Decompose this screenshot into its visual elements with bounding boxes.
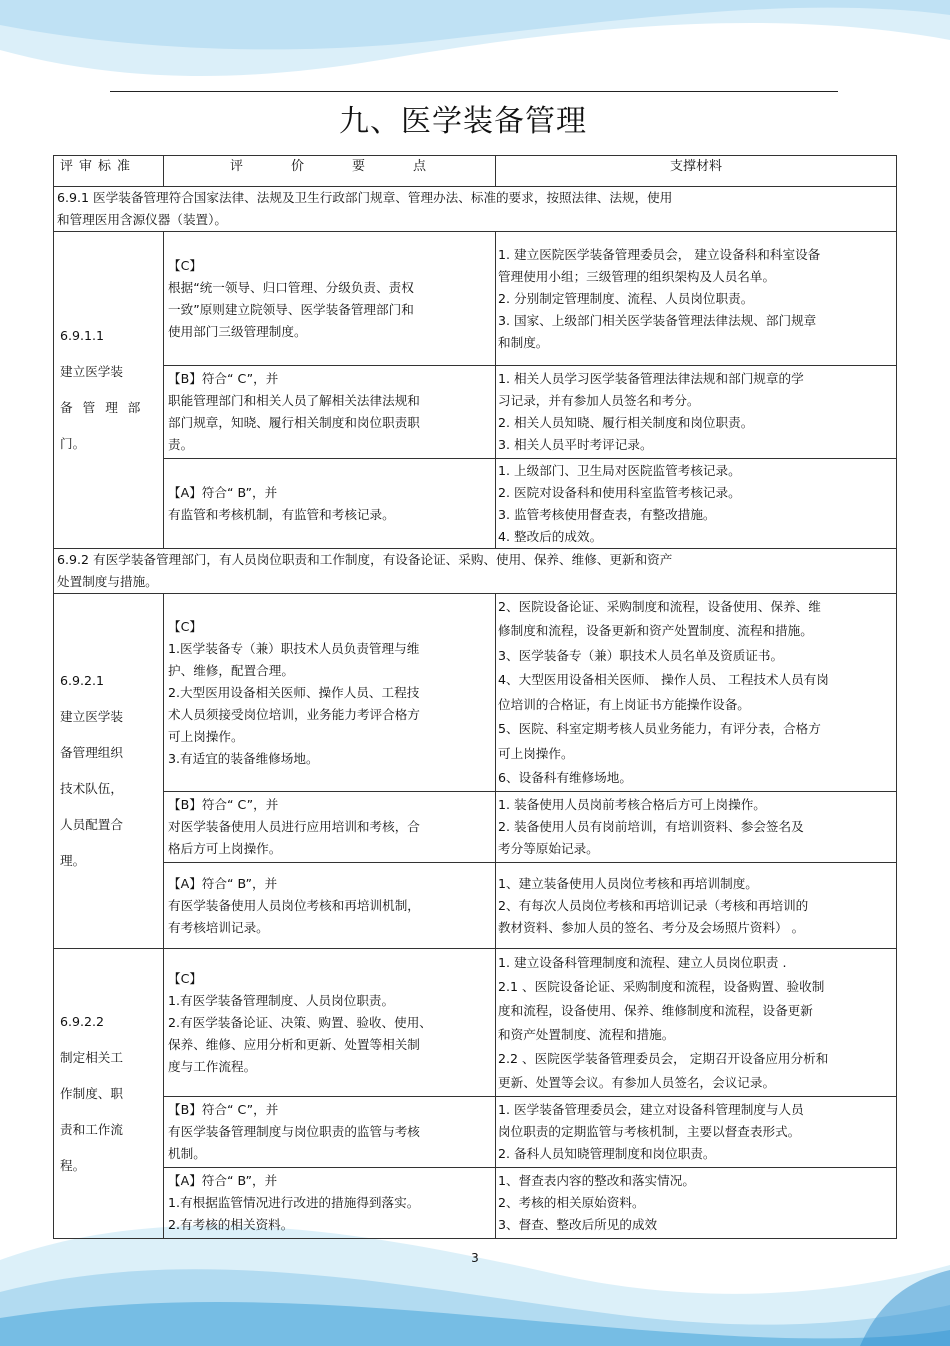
level-row — [54, 1168, 897, 1239]
header-standard: 评审标准 — [54, 156, 164, 187]
level-points: 【A】符合“ B”，并 有医学装备使用人员岗位考核和再培训机制， 有考核培训记录。 — [164, 863, 496, 949]
level-points: 【C】 1.有医学装备管理制度、人员岗位职责。 2.有医学装备论证、决策、购置、验收、使用、 保养、维修、应用分析和更新、处置等相关制 度与工作流程。 — [164, 949, 496, 1097]
level-points: 【B】符合“ C”，并 对医学装备使用人员进行应用培训和考核，合 格后方可上岗操作。 — [164, 792, 496, 863]
level-support: 1、督查表内容的整改和落实情况。 2、考核的相关原始资料。 3、督查、整改后所见的成效 — [496, 1168, 897, 1239]
level-points: 【A】符合“ B”，并 有监管和考核机制，有监管和考核记录。 — [164, 459, 496, 549]
header-points: 评价要点 — [164, 156, 496, 187]
level-label: 【B】符合“ C”，并 — [168, 797, 279, 812]
level-row — [54, 232, 897, 366]
level-support: 1. 建立设备科管理制度和流程、建立人员岗位职责 . 2.1 、医院设备论证、采购制度和流程，设备购置、验收制 度和流程，设备使用、保养、维修制度和流程，设备更新 和资产处置制度、流程和措施。 2.2 、医院医学装备管理委员会， 定期召开设备应用分析和 更新、处置等会议。有参加人员签名，会议记录。 — [496, 949, 897, 1097]
standard-row — [54, 549, 897, 594]
item-id: 6.9.2.2 — [60, 1013, 105, 1029]
level-label: 【C】 — [168, 618, 202, 634]
table-header-row — [54, 156, 897, 187]
level-points: 【B】符合“ C”，并 有医学装备管理制度与岗位职责的监管与考核 机制。 — [164, 1097, 496, 1168]
level-points: 【C】 根据“统一领导、归口管理、分级负责、责权 一致”原则建立院领导、医学装备管理部门和 使用部门三级管理制度。 — [164, 232, 496, 366]
level-label: 【B】符合“ C”，并 — [168, 1102, 279, 1117]
header-support: 支撑材料 — [496, 156, 897, 187]
item-cell: 6.9.2.2 制定相关工 作制度、职 责和工作流 程。 — [54, 949, 164, 1239]
header-rule — [110, 91, 838, 92]
page-number: 3 — [471, 1251, 479, 1265]
standard-row — [54, 187, 897, 232]
level-support: 1. 装备使用人员岗前考核合格后方可上岗操作。 2. 装备使用人员有岗前培训，有培训资料、参会签名及 考分等原始记录。 — [496, 792, 897, 863]
level-support: 1. 上级部门、卫生局对医院监管考核记录。 2. 医院对设备科和使用科室监管考核记录。 3. 监管考核使用督查表，有整改措施。 4. 整改后的成效。 — [496, 459, 897, 549]
level-row — [54, 863, 897, 949]
item-id: 6.9.1.1 — [60, 328, 105, 343]
level-label: 【C】 — [168, 257, 202, 273]
level-row — [54, 792, 897, 863]
item-id: 6.9.2.1 — [60, 673, 105, 688]
level-support: 1、建立装备使用人员岗位考核和再培训制度。 2、有每次人员岗位考核和再培训记录（考核和再培训的 教材资料、参加人员的签名、考分及会场照片资料） 。 — [496, 863, 897, 949]
level-support: 1. 医学装备管理委员会，建立对设备科管理制度与人员 岗位职责的定期监管与考核机制，主要以督查表形式。 2. 备科人员知晓管理制度和岗位职责。 — [496, 1097, 897, 1168]
level-label: 【B】符合“ C”，并 — [168, 371, 279, 386]
page-title: 九、医学装备管理 — [339, 104, 587, 139]
level-label: 【A】符合“ B”，并 — [168, 875, 278, 891]
standard-text: 6.9.1 医学装备管理符合国家法律、法规及卫生行政部门规章、管理办法、标准的要求，按照法律、法规，使用 和管理医用含源仪器（装置）。 — [54, 187, 897, 232]
level-support: 1. 相关人员学习医学装备管理法律法规和部门规章的学 习记录，并有参加人员签名和考分。 2. 相关人员知晓、履行相关制度和岗位职责。 3. 相关人员平时考评记录。 — [496, 366, 897, 459]
level-label: 【A】符合“ B”，并 — [168, 484, 278, 500]
level-row — [54, 459, 897, 549]
level-row — [54, 1097, 897, 1168]
level-row — [54, 594, 897, 792]
level-row — [54, 949, 897, 1097]
level-points: 【C】 1.医学装备专（兼）职技术人员负责管理与维 护、维修，配置合理。 2.大型医用设备相关医师、操作人员、工程技 术人员须接受岗位培训，业务能力考评合格方 可上岗操作。 3.有适宜的装备维修场地。 — [164, 594, 496, 792]
item-cell: 6.9.2.1 建立医学装 备管理组织 技术队伍， 人员配置合 理。 — [54, 594, 164, 949]
level-label: 【C】 — [168, 970, 202, 986]
level-support: 2、医院设备论证、采购制度和流程，设备使用、保养、维 修制度和流程，设备更新和资产处置制度、流程和措施。 3、医学装备专（兼）职技术人员名单及资质证书。 4、大型医用设备相关医师、 操作人员、 工程技术人员有岗 位培训的合格证，有上岗证书方能操作设备。 5、医院、科室定期考核人员业务能力，有评分表，合格方 可上岗操作。 6、设备科有维修场地。 — [496, 594, 897, 792]
evaluation-table — [53, 155, 897, 1239]
level-row — [54, 366, 897, 459]
level-support: 1. 建立医院医学装备管理委员会， 建立设备科和科室设备 管理使用小组；三级管理的组织架构及人员名单。 2. 分别制定管理制度、流程、人员岗位职责。 3. 国家、上级部门相关医学装备管理法律法规、部门规章 和制度。 — [496, 232, 897, 366]
level-points: 【B】符合“ C”，并 职能管理部门和相关人员了解相关法律法规和 部门规章，知晓、履行相关制度和岗位职责职 责。 — [164, 366, 496, 459]
level-label: 【A】符合“ B”，并 — [168, 1173, 278, 1188]
standard-text: 6.9.2 有医学装备管理部门，有人员岗位职责和工作制度，有设备论证、采购、使用、保养、维修、更新和资产 处置制度与措施。 — [54, 549, 897, 594]
item-cell: 6.9.1.1 建立医学装 备管理部 门。 — [54, 232, 164, 549]
level-points: 【A】符合“ B”，并 1.有根据监管情况进行改进的措施得到落实。 2.有考核的相关资料。 — [164, 1168, 496, 1239]
